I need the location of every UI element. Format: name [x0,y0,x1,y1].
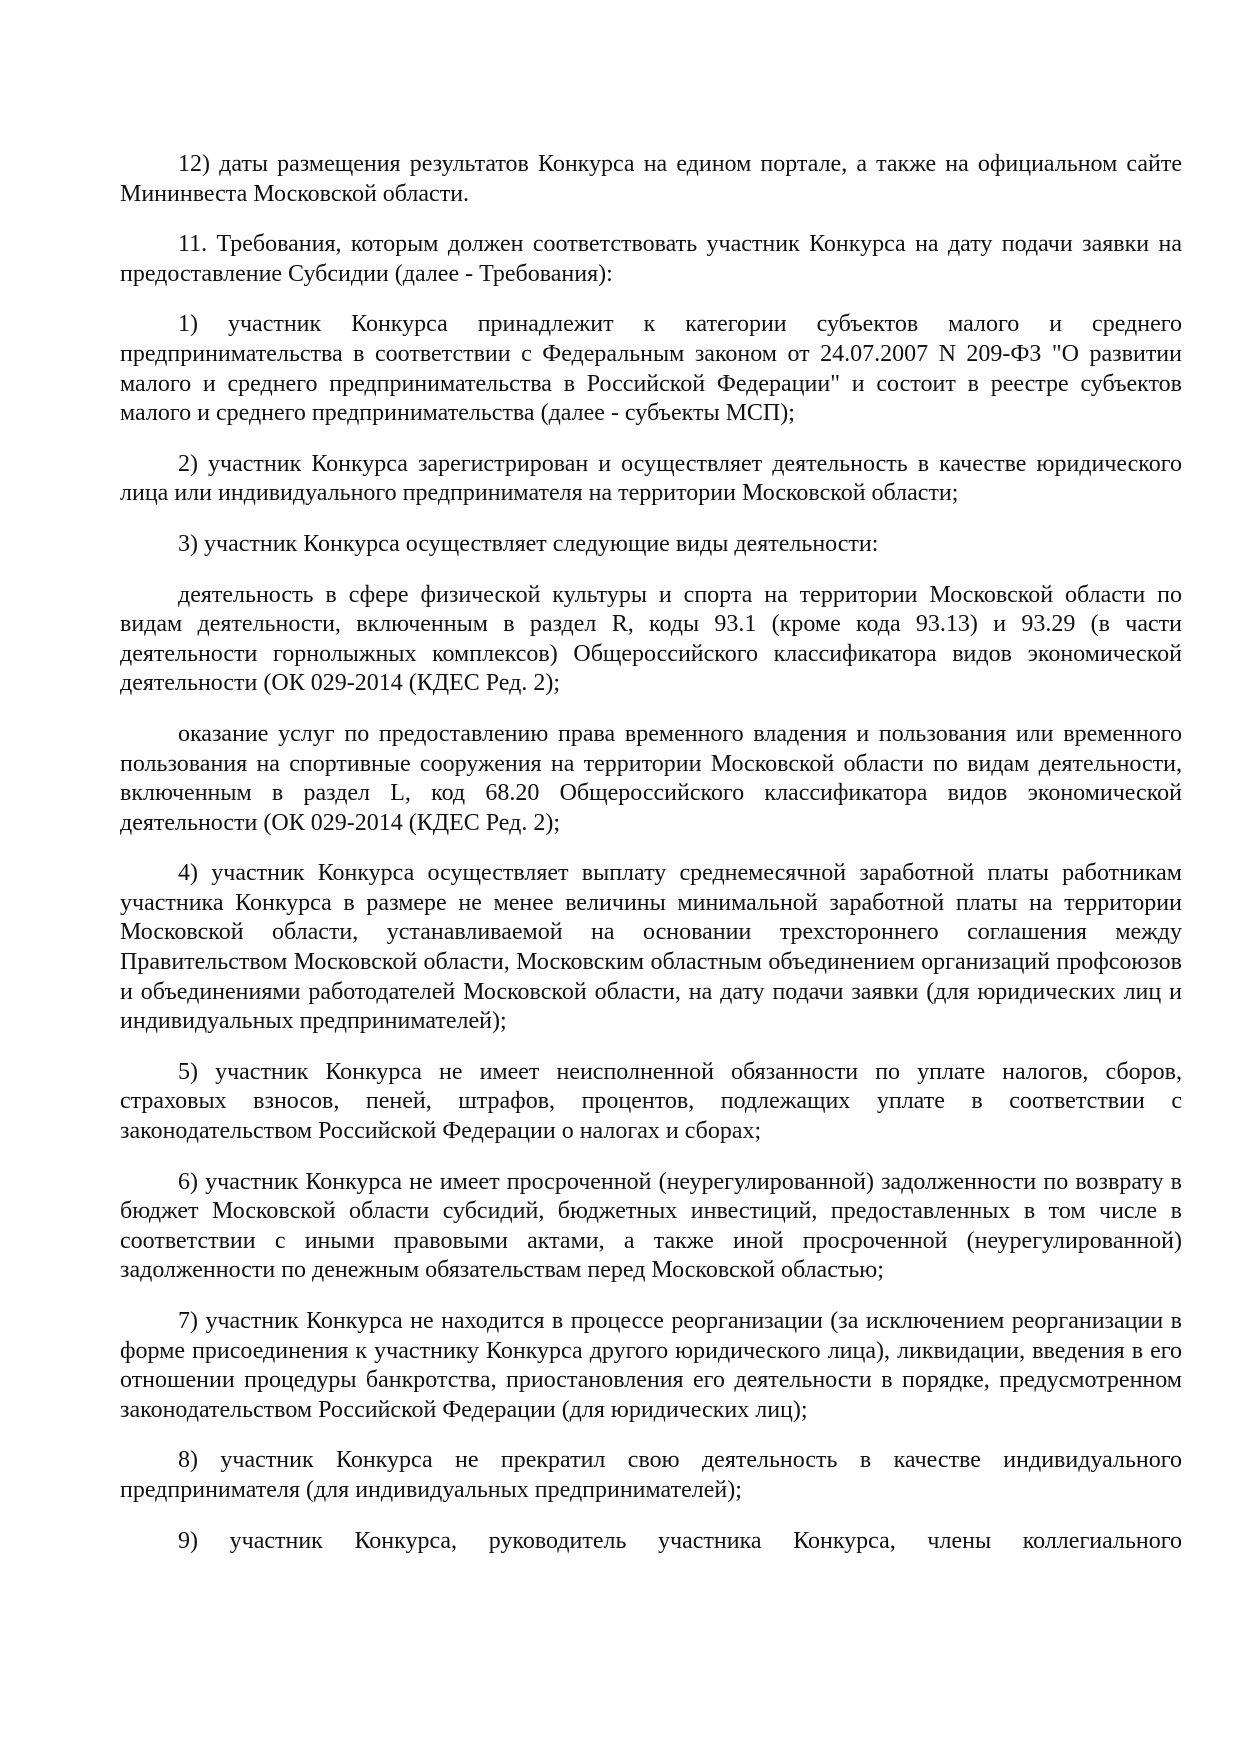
paragraph-requirement-5: 5) участник Конкурса не имеет неисполненной обязанности по уплате налогов, сборов, страховых взносов, пеней, штрафов, процентов, подлежащих уплате в соответствии с законодательством Российской Федерации о налогах и сборах; [120,1058,1182,1145]
paragraph-requirement-7: 7) участник Конкурса не находится в процессе реорганизации (за исключением реорганизации в форме присоединения к участнику Конкурса другого юридического лица), ликвидации, введения в его отношении процедуры банкротства, приостановления его деятельности в порядке, предусмотренном законодательством Российской Федерации (для юридических лиц); [120,1308,1182,1423]
paragraph-requirement-1: 1) участник Конкурса принадлежит к категории субъектов малого и среднего предпринимательства в соответствии с Федеральным законом от 24.07.2007 N 209-ФЗ "О развитии малого и среднего предпринимательства в Российской Федерации" и состоит в реестре субъектов малого и среднего предпринимательства (далее - субъекты МСП); [120,311,1182,427]
paragraph-requirement-3: 3) участник Конкурса осуществляет следующие виды деятельности: [178,530,879,557]
paragraph-activity-facilities: оказание услуг по предоставлению права временного владения и пользования или временного пользования на спортивные сооружения на территории Московской области по видам деятельности, включенным в раздел L, код 68.20 Общероссийского классификатора видов экономической деятельности (ОК 029-2014 (КДЕС Ред. 2); [120,720,1182,836]
paragraph-activity-sport: деятельность в сфере физической культуры и спорта на территории Московской области по видам деятельности, включенным в раздел R, коды 93.1 (кроме кода 93.13) и 93.29 (в части деятельности горнолыжных комплексов) Общероссийского классификатора видов экономической деятельности (ОК 029-2014 (КДЕС Ред. 2); [120,581,1182,697]
paragraph-requirement-2: 2) участник Конкурса зарегистрирован и осуществляет деятельность в качестве юридического лица или индивидуального предпринимателя на территории Московской области; [120,450,1182,507]
paragraph-requirement-4: 4) участник Конкурса осуществляет выплату среднемесячной заработной платы работникам участника Конкурса в размере не менее величины минимальной заработной платы на территории Московской области, устанавливаемой на основании трехстороннего соглашения между Правительством Московской области, Московским областным объединением организаций профсоюзов и объединениями работодателей Московской области, на дату подачи заявки (для юридических лиц и индивидуальных предпринимателей); [120,860,1182,1035]
paragraph-requirement-6: 6) участник Конкурса не имеет просроченной (неурегулированной) задолженности по возврату в бюджет Московской области субсидий, бюджетных инвестиций, предоставленных в том числе в соответствии с иными правовыми актами, а также иной просроченной (неурегулированной) задолженности по денежным обязательствам перед Московской областью; [120,1168,1182,1284]
paragraph-requirement-9: 9) участник Конкурса, руководитель участника Конкурса, члены коллегиального [178,1527,1182,1554]
paragraph-section-11-requirements: 11. Требования, которым должен соответствовать участник Конкурса на дату подачи заявки на предоставление Субсидии (далее - Требования): [120,231,1182,287]
document-page [120,150,1182,1577]
paragraph-item-12-dates: 12) даты размещения результатов Конкурса на едином портале, а также на официальном сайте Мининвеста Московской области. [120,151,1182,207]
paragraph-requirement-8: 8) участник Конкурса не прекратил свою деятельность в качестве индивидуального предпринимателя (для индивидуальных предпринимателей); [120,1447,1182,1503]
